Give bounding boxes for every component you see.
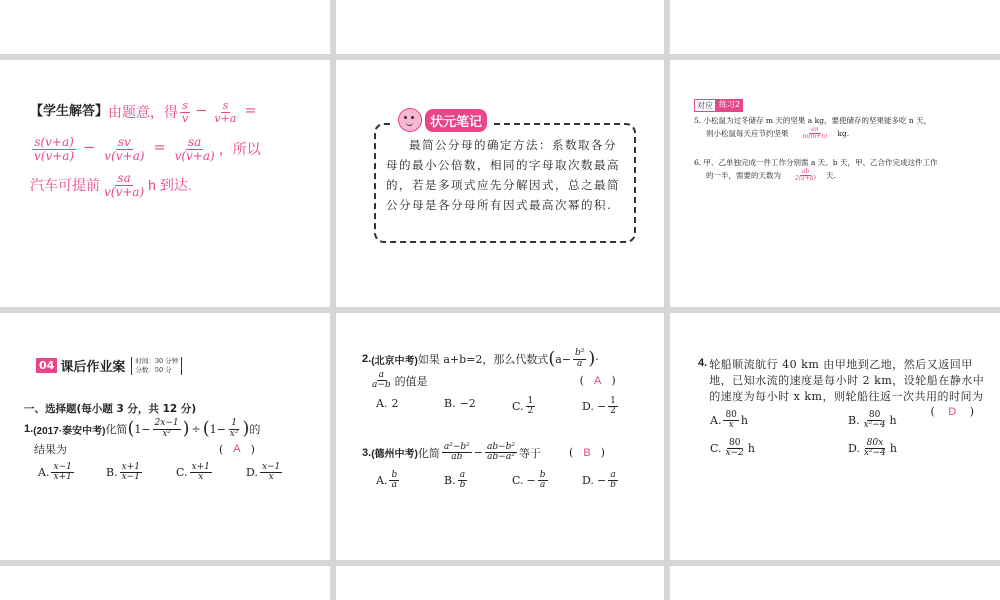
homework-badge-title: 课后作业案 xyxy=(60,360,126,375)
q3-label: 3. xyxy=(362,446,372,459)
slide-q4[interactable] xyxy=(670,313,1000,560)
practice-tag-right: 练习2 xyxy=(716,99,743,112)
slide-notes[interactable] xyxy=(336,60,664,307)
notes-badge-title: 状元笔记 xyxy=(425,109,487,132)
q4-options-row2 xyxy=(710,439,988,459)
fraction: $\frac{s}{v}$ xyxy=(182,99,189,125)
q3-option-a[interactable]: A. $\frac{b}{a}$ xyxy=(376,469,398,491)
slide-top-left[interactable] xyxy=(0,0,330,54)
q3-text: 化简 xyxy=(417,446,440,460)
q1-option-a[interactable]: A. $\frac{x-1}{x+1}$ xyxy=(38,462,72,483)
slide-top-middle[interactable] xyxy=(336,0,664,54)
q2-option-d[interactable]: D. − $\frac{1}{2}$ xyxy=(582,395,616,417)
fraction: $\frac{sv}{v(v+a)}$ xyxy=(104,135,145,163)
fraction: $\frac{sa}{v(v+a)}$ xyxy=(104,171,145,199)
q2-source: (北京中考) xyxy=(371,355,418,367)
fraction: $\frac{\text{ab−b²}}{\text{ab−a²}}$ xyxy=(486,442,516,463)
practice-tag-left: 对应 xyxy=(694,99,716,112)
question-3: 3. (德州中考) 化简 $\frac{\text{a²−b²}}{ab}$ − $\frac{\text{ab−b²}}{\text{ab−a²}}$ 等于 ( B ) A. $\frac{b}{a}$ B. $\frac{a}{b}$ C. − $\frac{b}{a}$ D. − $\frac{a}{b}$ xyxy=(362,443,658,491)
q1-line2: 结果为 xyxy=(34,443,67,456)
q1-option-c[interactable]: C. $\frac{x+1}{x}$ xyxy=(176,462,210,483)
slide-practice[interactable] xyxy=(670,60,1000,307)
q3-option-d[interactable]: D. − $\frac{a}{b}$ xyxy=(582,469,616,491)
slide-q2-q3[interactable] xyxy=(336,313,664,560)
q1-option-d[interactable]: D. $\frac{x-1}{x}$ xyxy=(246,462,281,483)
question-4: 4. 轮船顺流航行 40 km 由甲地到乙地，然后又返回甲地，已知水流的速度是每小时 2 km，设轮船在静水中的速度为每小时 x km，则轮船往返一次共用的时间为 ( D ) A. $\frac{80}{x}$ h B. $\frac{80}{\text{x²−4}}$ h C. $\frac{80}{x-2}$ h D. $\frac{80x}{\text{x²−4}}$ h xyxy=(698,357,988,459)
q1-answer: A xyxy=(233,443,241,455)
q3-source: (德州中考) xyxy=(371,449,418,461)
student-answer-tag: 【学生解答】 xyxy=(30,104,109,120)
q2-a-minus: a− xyxy=(555,352,572,366)
homework-badge xyxy=(36,356,182,375)
minus-sign: − xyxy=(83,140,96,157)
slide-bottom-middle[interactable] xyxy=(336,566,664,600)
q2-text: 如果 a+b=2，那么代数式 xyxy=(417,353,549,366)
dot-sign: · xyxy=(595,352,599,366)
practice-tag xyxy=(694,99,743,112)
q6-text: 6. 甲、乙单独完成一件工作分别需 a 天、b 天，甲、乙合作完成这件工作 xyxy=(694,158,938,167)
student-answer-text xyxy=(30,100,320,198)
so-text: ，所以 xyxy=(218,140,261,157)
q3-tail: 等于 xyxy=(519,446,542,460)
q1-source: (2017·泰安中考) xyxy=(33,425,106,437)
slide-student-answer[interactable] xyxy=(0,60,330,307)
fraction: $\frac{\text{b²}}{a}$ xyxy=(575,348,585,369)
q4-text: 轮船顺流航行 40 km 由甲地到乙地，然后又返回甲地，已知水流的速度是每小时 2 km，设轮船在静水中的速度为每小时 x km，则轮船往返一次共用的时间为 xyxy=(709,358,985,403)
q1-one: 1− xyxy=(134,422,151,436)
q1-text: 化简 xyxy=(105,423,128,436)
fraction: $\frac{\text{a²−b²}}{ab}$ xyxy=(443,442,470,463)
q5-answer: $\frac{an}{m(m+n)}$ xyxy=(802,126,828,141)
q2-options xyxy=(376,397,658,417)
homework-badge-number: 04 xyxy=(36,358,57,373)
q4-option-a[interactable]: A. $\frac{80}{x}$ h xyxy=(710,410,748,431)
answer-intro: 由题意，得 xyxy=(108,103,179,120)
mascot-icon xyxy=(398,108,422,132)
q3-option-c[interactable]: C. − $\frac{b}{a}$ xyxy=(512,469,546,491)
equals-sign: = xyxy=(153,140,166,157)
minus-sign: − xyxy=(473,446,483,460)
q5-text: 5. 小松鼠为过冬储存 m 天的坚果 a kg，要使储存的坚果能多吃 n 天， xyxy=(694,116,932,125)
homework-score: 分数：50 分 xyxy=(135,365,172,374)
q2-option-c[interactable]: C. $\frac{1}{2}$ xyxy=(512,395,534,417)
q6-answer: $\frac{ab}{2(a+b)}$ xyxy=(795,168,816,183)
question-1: 1. (2017·泰安中考) 化简 ( 1− $\frac{2x-1}{\text{x²}}$ ) ÷ ( 1− $\frac{1}{\text{x²}}$ ) 的 结果为 ( A ) A. $\frac{x-1}{x+1}$ B. $\frac{x+1}{x-1}$ C. $\frac{x+1}{x}$ D. $\frac{x-1}{x}$ xyxy=(24,419,324,483)
q5-text2: 则小松鼠每天应节约坚果 xyxy=(706,129,789,139)
fraction: $\frac{s}{v+a}$ xyxy=(214,99,237,125)
q6-unit: 天. xyxy=(825,171,836,181)
q2-tail: 的值是 xyxy=(394,374,428,388)
notes-badge xyxy=(394,108,491,132)
notes-body: 最简公分母的确定方法：系数取各分母的最小公倍数，相同的字母取次数最高的，若是多项式应先分解因式，总之最简公分母是各分母所有因式最高次幂的积. xyxy=(386,138,620,212)
q3-option-b[interactable]: B. $\frac{a}{b}$ xyxy=(444,469,466,491)
minus-sign: − xyxy=(195,103,208,120)
practice-q6 xyxy=(694,156,990,183)
q1-option-b[interactable]: B. $\frac{x+1}{x-1}$ xyxy=(106,462,140,483)
practice-q5 xyxy=(694,114,990,141)
section-title: 一、选择题(每小题 3 分，共 12 分) xyxy=(24,403,197,415)
fraction: $\frac{s(v+a)}{v(v+a)}$ xyxy=(34,135,75,163)
homework-meta xyxy=(131,357,182,375)
fraction: $\frac{sa}{v(v+a)}$ xyxy=(174,135,215,163)
question-2: 2. (北京中考) 如果 a+b=2，那么代数式 ( a− $\frac{\text{b²}}{a}$ ) · $\frac{a}{a-b}$ 的值是 ( A ) A. 2 B. −2 C. $\frac{1}{2}$ D. − $\frac{1}{2}$ xyxy=(362,349,658,417)
q5-unit: kg. xyxy=(837,129,850,139)
advance-text: 汽车可提前 xyxy=(30,176,100,193)
q1-label: 1. xyxy=(24,423,34,435)
equals-sign: = xyxy=(244,103,257,120)
q1-options xyxy=(38,463,324,483)
q2-option-a[interactable]: A. 2 xyxy=(376,396,399,410)
slide-bottom-left[interactable] xyxy=(0,566,330,600)
q4-option-c[interactable]: C. $\frac{80}{x-2}$ h xyxy=(710,437,755,459)
homework-time: 时间：30 分钟 xyxy=(135,356,179,365)
q4-option-d[interactable]: D. $\frac{80x}{\text{x²−4}}$ h xyxy=(848,437,897,459)
q4-option-b[interactable]: B. $\frac{80}{\text{x²−4}}$ h xyxy=(848,410,897,431)
fraction: $\frac{2x-1}{\text{x²}}$ xyxy=(154,418,179,439)
q2-answer: A xyxy=(593,374,602,387)
arrive-text: h 到达. xyxy=(148,176,192,193)
slide-bottom-right[interactable] xyxy=(670,566,1000,600)
q1-end: 的 xyxy=(249,423,261,436)
fraction: $\frac{a}{a-b}$ xyxy=(372,370,391,391)
fraction: $\frac{1}{\text{x²}}$ xyxy=(229,418,239,439)
q3-options xyxy=(376,471,658,491)
q6-text2: 的一半，需要的天数为 xyxy=(706,171,781,181)
divide-sign: ÷ xyxy=(191,422,201,436)
slide-homework[interactable] xyxy=(0,313,330,560)
slide-top-right[interactable] xyxy=(670,0,1000,54)
q4-answer: D xyxy=(948,406,957,418)
q3-answer: B xyxy=(583,446,591,459)
q2-option-b[interactable]: B. −2 xyxy=(444,396,476,410)
q2-label: 2. xyxy=(362,353,372,365)
q4-label: 4. xyxy=(698,357,708,369)
q1-one: 1− xyxy=(209,422,226,436)
